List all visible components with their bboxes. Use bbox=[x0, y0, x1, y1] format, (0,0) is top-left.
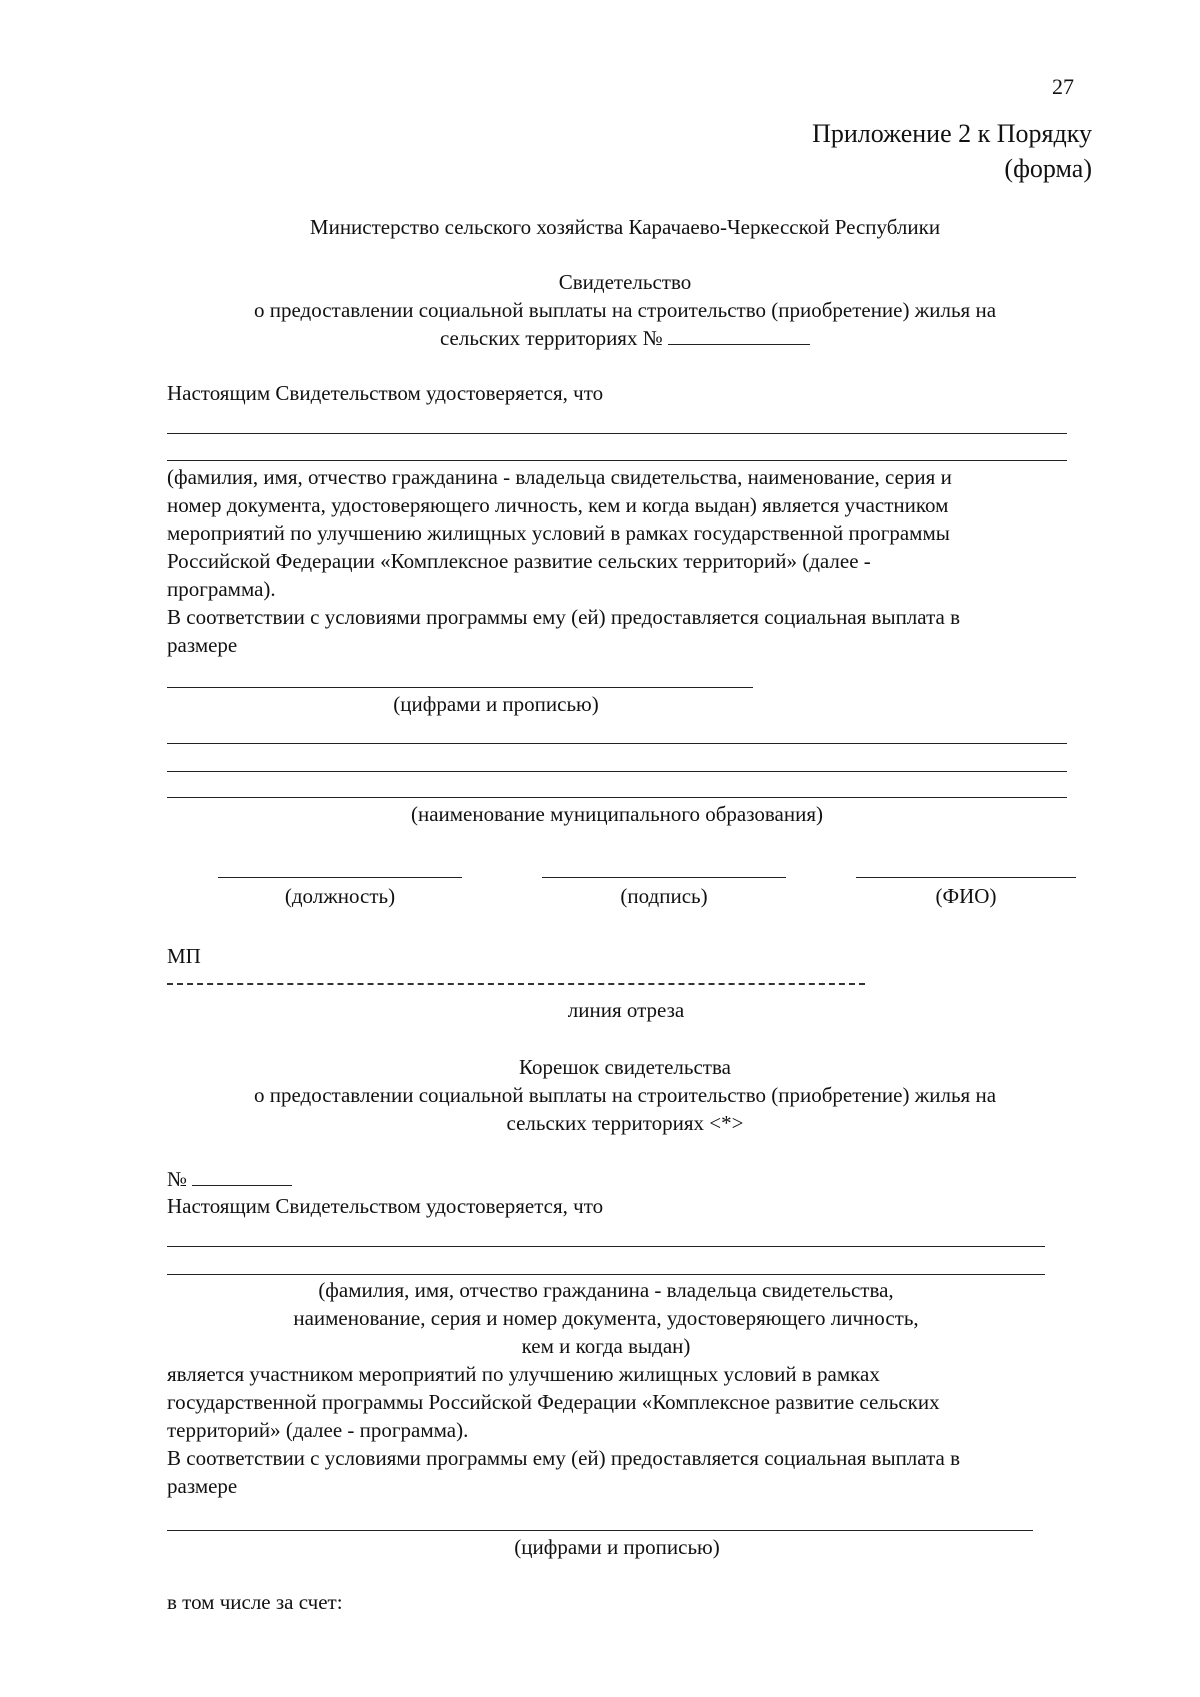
appendix-label: Приложение 2 к Порядку bbox=[812, 119, 1092, 148]
stub-title: Корешок свидетельства bbox=[519, 1055, 731, 1079]
amount-line[interactable] bbox=[167, 687, 753, 688]
ministry-name: Министерство сельского хозяйства Карачаево-Черкесской Республики bbox=[309, 215, 941, 239]
cut-line-label: линия отреза bbox=[567, 998, 685, 1022]
stub-body-line-3: территорий» (далее - программа). bbox=[167, 1418, 469, 1442]
stub-caption-line-3: кем и когда выдан) bbox=[521, 1334, 691, 1358]
recipient-line-2[interactable] bbox=[167, 460, 1067, 461]
page-number: 27 bbox=[1052, 74, 1074, 99]
recipient-line-1[interactable] bbox=[167, 433, 1067, 434]
stub-recipient-line-2[interactable] bbox=[167, 1274, 1045, 1275]
stub-number-label: № bbox=[167, 1167, 188, 1191]
including-label: в том числе за счет: bbox=[167, 1590, 343, 1614]
signature-caption: (подпись) bbox=[620, 884, 708, 908]
body-line-5: программа). bbox=[167, 577, 276, 601]
cut-dashed-line bbox=[167, 983, 865, 985]
certificate-number-blank[interactable] bbox=[668, 326, 810, 345]
stub-subtitle-line1: о предоставлении социальной выплаты на строительство (приобретение) жилья на bbox=[253, 1083, 997, 1107]
stub-amount-line[interactable] bbox=[167, 1530, 1033, 1531]
stub-body-line-2: государственной программы Российской Федерации «Комплексное развитие сельских bbox=[167, 1390, 940, 1414]
form-note: (форма) bbox=[1004, 154, 1092, 183]
stub-number-row bbox=[167, 1167, 292, 1192]
body-line-4: Российской Федерации «Комплексное развитие сельских территорий» (далее - bbox=[167, 549, 871, 573]
stub-intro: Настоящим Свидетельством удостоверяется, что bbox=[167, 1194, 604, 1218]
stub-payment-line-2: размере bbox=[167, 1474, 238, 1498]
signature-line[interactable] bbox=[542, 877, 786, 878]
body-line-2: номер документа, удостоверяющего личность, кем и когда выдан) является участником bbox=[167, 493, 949, 517]
name-line[interactable] bbox=[856, 877, 1076, 878]
stub-payment-line-1: В соответствии с условиями программы ему (ей) предоставляется социальная выплата в bbox=[167, 1446, 960, 1470]
position-line[interactable] bbox=[218, 877, 462, 878]
certificate-intro: Настоящим Свидетельством удостоверяется, что bbox=[167, 381, 604, 405]
certificate-subtitle-line1: о предоставлении социальной выплаты на строительство (приобретение) жилья на bbox=[253, 298, 997, 322]
municipality-line-3[interactable] bbox=[167, 797, 1067, 798]
body-line-6: В соответствии с условиями программы ему (ей) предоставляется социальная выплата в bbox=[167, 605, 960, 629]
amount-caption: (цифрами и прописью) bbox=[393, 692, 599, 716]
municipality-caption: (наименование муниципального образования) bbox=[410, 802, 824, 826]
municipality-line-1[interactable] bbox=[167, 743, 1067, 744]
body-line-1: (фамилия, имя, отчество гражданина - владельца свидетельства, наименование, серия и bbox=[167, 465, 952, 489]
stub-amount-caption: (цифрами и прописью) bbox=[514, 1535, 720, 1559]
certificate-subtitle-text: сельских территориях № bbox=[439, 326, 663, 350]
stub-body-line-1: является участником мероприятий по улучшению жилищных условий в рамках bbox=[167, 1362, 880, 1386]
body-line-7: размере bbox=[167, 633, 238, 657]
position-caption: (должность) bbox=[284, 884, 396, 908]
name-caption: (ФИО) bbox=[935, 884, 997, 908]
municipality-line-2[interactable] bbox=[167, 771, 1067, 772]
stub-caption-line-2: наименование, серия и номер документа, удостоверяющего личность, bbox=[293, 1306, 919, 1330]
certificate-subtitle-line2 bbox=[0, 326, 1200, 351]
certificate-title: Свидетельство bbox=[558, 270, 692, 294]
stub-caption-line-1: (фамилия, имя, отчество гражданина - владельца свидетельства, bbox=[318, 1278, 894, 1302]
stub-number-blank[interactable] bbox=[192, 1167, 292, 1186]
stub-subtitle-line2: сельских территориях <*> bbox=[506, 1111, 744, 1135]
body-line-3: мероприятий по улучшению жилищных условий в рамках государственной программы bbox=[167, 521, 950, 545]
seal-label: МП bbox=[167, 944, 201, 968]
stub-recipient-line-1[interactable] bbox=[167, 1246, 1045, 1247]
